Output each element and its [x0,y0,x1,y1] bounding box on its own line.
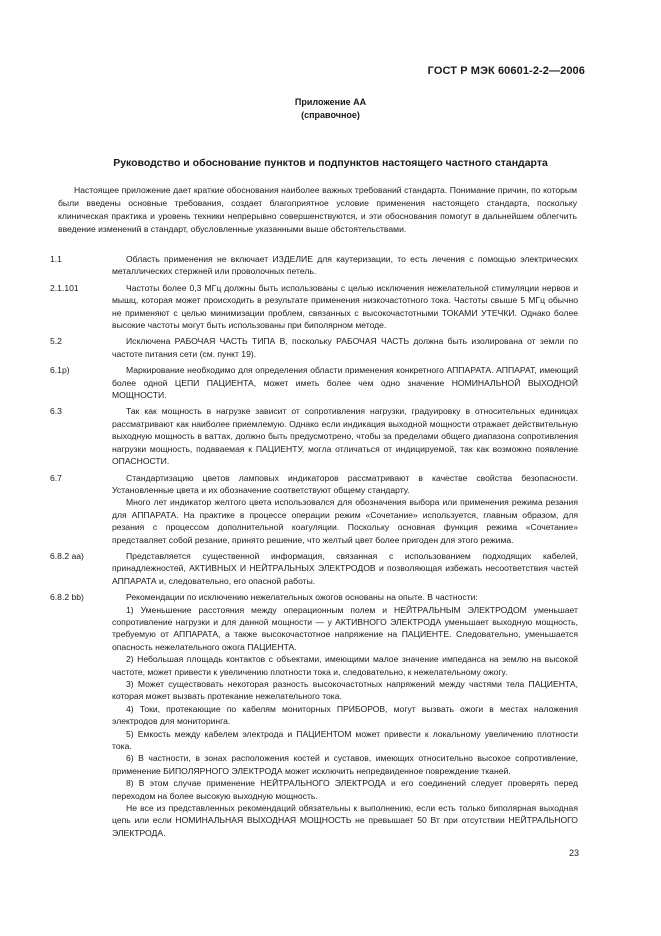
clause-text: Не все из представленных рекомендаций обязательны к выполнению, если есть только биполярная выходная цепь или если НОМИНАЛЬНАЯ ВЫХОДНАЯ МОЩНОСТЬ не превышает 50 Вт при отсутствии НЕЙТРАЛЬНОГО ЭЛЕКТРОДА. [112,803,578,838]
clause-text: Область применения не включает ИЗДЕЛИЕ для каутеризации, то есть лечения с помощью электрических металлических стержней или проволочных петель. [112,254,578,277]
clause-6-1p [50,364,578,401]
clause-number: 6.1p) [50,365,70,376]
clause-6-7 [50,472,578,546]
clause-list [50,253,578,843]
clause-text: 8) В этом случае применение НЕЙТРАЛЬНОГО ЭЛЕКТРОДА и его соединений следует проверять перед переходом на более высокую выходную мощность. [112,778,578,801]
clause-text: Рекомендации по исключению нежелательных ожогов основаны на опыте. В частности: [126,592,478,603]
clause-2-1-101 [50,282,578,332]
clause-1-1 [50,253,578,278]
appendix-title: Приложение АА [294,97,367,107]
clause-6-8-2-bb [50,591,578,839]
clause-text: Так как мощность в нагрузке зависит от сопротивления нагрузки, градуировку в относительных единицах рассматривают как наиболее приемлемую. Однако если индикация выходной мощности отражает действительную выходную мощность в ваттах, должно быть предусмотрено, чтобы за пределами общего диапазона сопротивления нагрузки мощность, подаваемая к ПАЦИЕНТУ, могла отличаться от индицируемой, так как возможно появление ОПАСНОСТИ. [112,406,578,467]
clause-number: 5.2 [50,336,62,347]
appendix-subtitle: (справочное) [301,110,360,120]
section-title: Руководство и обоснование пунктов и подпунктов настоящего частного стандарта [113,157,548,169]
clause-6-3 [50,405,578,467]
page-number: 23 [568,848,579,858]
clause-text: 6) В частности, в зонах расположения костей и суставов, имеющих относительно высокое сопротивление, применение БИПОЛЯРНОГО ЭЛЕКТРОДА может исключить непредвиденное повреждение тканей. [112,753,578,776]
clause-text: Много лет индикатор желтого цвета использовался для обозначения выбора или применения режима резания для АППАРАТА. На практике в процессе операции режим «Сочетание» используется, главным образом, для резания с процессом дополнительной коагуляции. Поскольку основная функция режима «Сочетание» представляет собой резание, принято решение, что желтый цвет более пригоден для этого режима. [112,497,578,545]
clause-6-8-2-aa [50,550,578,587]
clause-text: Представляется существенной информация, связанная с использованием подходящих кабелей, принадлежностей, АКТИВНЫХ И НЕЙТРАЛЬНЫХ ЭЛЕКТРОДОВ и позволяющая избежать несоответствия частей АППАРАТА и, следовательно, его опасной работы. [112,550,578,586]
standard-designation: ГОСТ Р МЭК 60601-2-2—2006 [427,65,585,77]
clause-text: 5) Емкость между кабелем электрода и ПАЦИЕНТОМ может привести к локальному увеличению плотности тока. [112,728,578,752]
clause-text: Частоты более 0,3 МГц должны быть использованы с целью исключения нежелательной стимуляции нервов и мышц, которая может происходить в результате применения низкочастотного тока. Частоты свыше 5 МГц обычно не применяют с целью минимизации проблем, связанных с высокочастотными ТОКАМИ УТЕЧКИ. Однако более высокие частоты могут быть использованы при биполярном методе. [112,282,578,331]
clause-5-2 [50,335,578,360]
clause-text: 4) Токи, протекающие по кабелям мониторных ПРИБОРОВ, могут вызвать ожоги в местах наложения электродов для мониторинга. [112,703,578,727]
clause-number: 6.7 [50,472,62,483]
clause-number: 6.3 [50,406,62,417]
clause-text: 2) Небольшая площадь контактов с объектами, имеющими малое значение импеданса на землю на высокой частоте, может привести к увеличению плотности тока и, следовательно, к нежелательному ожогу. [112,654,578,677]
clause-text: Исключена РАБОЧАЯ ЧАСТЬ ТИПА В, поскольку РАБОЧАЯ ЧАСТЬ должна быть изолирована от земли по частоте питания сети (см. пункт 19). [112,336,578,359]
clause-text: Стандартизацию цветов ламповых индикаторов рассматривают в качестве свойства безопасности. Установленные цвета и их обозначение соответствуют общему стандарту. [112,472,578,495]
clause-text: 1) Уменьшение расстояния между операционным полем и НЕЙТРАЛЬНЫМ ЭЛЕКТРОДОМ уменьшает сопротивление нагрузки и для данной мощности — у АКТИВНОГО ЭЛЕКТРОДА уменьшает выходную мощность, требуемую от АППАРАТА, а также высокочастотное напряжение на ПАЦИЕНТЕ. Следовательно, уменьшается опасность нежелательного ожога ПАЦИЕНТА. [112,604,578,652]
clause-number: 6.8.2 аа) [50,550,84,561]
clause-number: 1.1 [50,254,62,264]
clause-text: Маркирование необходимо для определения области применения конкретного АППАРАТА. АППАРАТ, имеющий более одной ЦЕПИ ПАЦИЕНТА, может иметь более чем одно значение НОМИНАЛЬНОЙ ВЫХОДНОЙ МОЩНОСТИ. [112,365,578,401]
clause-number: 6.8.2 bb) [50,592,84,603]
clause-number: 2.1.101 [50,282,79,293]
clause-text: 3) Может существовать некоторая разность высокочастотных напряжений между частями тела ПАЦИЕНТА, которая может вызвать протекание нежелательного тока. [112,679,578,702]
intro-paragraph: Настоящее приложение дает краткие обоснования наиболее важных требований стандарта. Понимание причин, по которым были введены основные требования, создает благоприятное условие применения настоящего стандарта, поскольку клиническая практика и уровень техники непрерывно совершенствуются, и эти обоснования помогут в дальнейшем облегчить введение изменений в стандарт, обусловленные указанными выше обстоятельствами. [58,185,577,234]
